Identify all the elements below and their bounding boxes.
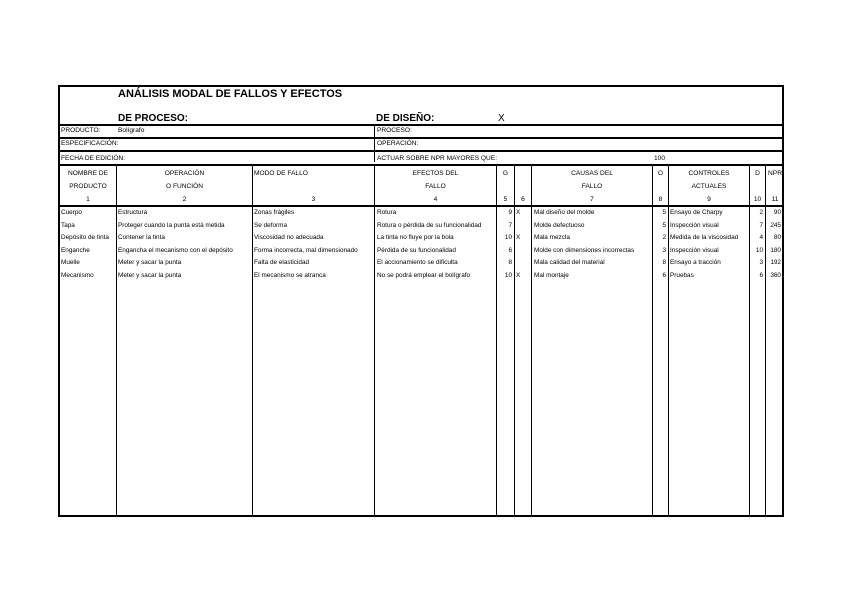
cell-modo: Zonas frágiles xyxy=(254,209,295,216)
cell-modo: Forma incorrecta, mal dimensionado xyxy=(254,246,358,254)
col5-header: G xyxy=(502,170,509,177)
col6-number: 6 xyxy=(521,196,525,203)
cell-o: 2 xyxy=(662,234,666,242)
cell-g: 10 xyxy=(504,234,512,242)
cell-operacion: Proteger cuando la punta está metida xyxy=(118,221,225,229)
col4-header-l1: EFECTOS DEL xyxy=(412,170,459,177)
cell-npr: 80 xyxy=(773,234,781,242)
amfe-form xyxy=(58,85,784,517)
cell-controles: Medida de la viscosidad xyxy=(670,234,739,242)
cell-x: X xyxy=(516,272,521,279)
design-label: DE DISEÑO: xyxy=(376,113,435,124)
col-divider xyxy=(668,164,669,515)
cell-x: X xyxy=(516,234,521,242)
process-label: DE PROCESO: xyxy=(118,113,189,124)
cell-producto: Depósito de tinta xyxy=(61,234,109,242)
cell-operacion: Contener la tinta xyxy=(118,234,165,242)
col1-header-l2: PRODUCTO xyxy=(69,183,107,190)
form-title: ANÁLISIS MODAL DE FALLOS Y EFECTOS xyxy=(118,88,343,100)
divider xyxy=(60,137,782,139)
divider xyxy=(60,124,782,126)
col8-number: 8 xyxy=(658,196,663,203)
cell-g: 9 xyxy=(508,209,512,216)
col-divider xyxy=(116,164,117,515)
cell-producto: Muelle xyxy=(61,259,80,267)
col9-header-l2: ACTUALES xyxy=(691,183,727,190)
cell-d: 7 xyxy=(759,221,763,229)
cell-g: 7 xyxy=(508,221,512,229)
col5-number: 5 xyxy=(503,196,508,203)
col9-number: 9 xyxy=(707,196,711,203)
cell-modo: El mecanismo se atranca xyxy=(254,272,326,279)
operacion-label: OPERACIÓN: xyxy=(377,140,419,147)
col2-header-l2: O FUNCIÓN xyxy=(166,183,203,190)
design-mark: X xyxy=(498,113,505,124)
cell-modo: Falta de elasticidad xyxy=(254,259,310,267)
divider xyxy=(374,124,375,162)
fecha-label: FECHA DE EDICIÓN: xyxy=(61,155,126,162)
col11-header: NPR xyxy=(768,170,782,177)
especificacion-label: ESPECIFICACIÓN: xyxy=(61,140,119,147)
cell-modo: Viscosidad no adecuada xyxy=(254,234,324,242)
col4-number: 4 xyxy=(433,196,438,203)
producto-label: PRODUCTO: xyxy=(61,127,101,134)
divider xyxy=(60,150,782,152)
cell-x: X xyxy=(516,209,521,216)
cell-modo: Se deforma xyxy=(254,221,288,229)
cell-npr: 192 xyxy=(770,259,781,267)
cell-d: 2 xyxy=(759,209,763,216)
cell-o: 8 xyxy=(662,259,666,267)
cell-g: 10 xyxy=(504,272,512,279)
cell-producto: Enganche xyxy=(61,246,90,254)
col2-number: 2 xyxy=(182,196,187,203)
col-divider xyxy=(374,164,375,515)
cell-efectos: El accionamiento se dificulta xyxy=(377,259,458,267)
cell-d: 6 xyxy=(759,272,763,279)
col10-header: D xyxy=(755,170,760,177)
cell-efectos: Rotura xyxy=(377,209,397,216)
cell-efectos: Rotura o pérdida de su funcionalidad xyxy=(377,221,482,229)
cell-operacion: Meter y sacar la punta xyxy=(118,272,182,279)
cell-producto: Mecanismo xyxy=(61,272,94,279)
cell-d: 4 xyxy=(759,234,763,242)
cell-causas: Molde defectuoso xyxy=(534,221,585,229)
cell-g: 8 xyxy=(508,259,512,267)
col7-header-l2: FALLO xyxy=(581,183,603,190)
cell-operacion: Engancha el mecanismo con el depósito xyxy=(118,246,233,254)
col-divider xyxy=(252,164,253,515)
cell-causas: Mal diseño del molde xyxy=(534,209,595,216)
cell-efectos: La tinta no fluye por la bola xyxy=(377,234,454,242)
col7-header-l1: CAUSAS DEL xyxy=(571,170,613,177)
cell-controles: Inspección visual xyxy=(670,221,719,229)
col1-number: 1 xyxy=(86,196,90,203)
cell-causas: Molde con dimensiones incorrectas xyxy=(534,246,635,254)
col7-number: 7 xyxy=(590,196,594,203)
col11-number: 11 xyxy=(771,196,779,203)
proceso-label: PROCESO: xyxy=(377,127,412,134)
col3-number: 3 xyxy=(311,196,316,203)
col3-header: MODO DE FALLO xyxy=(254,170,308,177)
col1-header-l1: NOMBRE DE xyxy=(68,170,108,177)
cell-npr: 90 xyxy=(773,209,781,216)
cell-d: 10 xyxy=(755,246,763,254)
col9-header-l1: CONTROLES xyxy=(688,170,730,177)
col-divider xyxy=(514,164,515,515)
col10-number: 10 xyxy=(753,196,762,203)
cell-npr: 360 xyxy=(770,272,781,279)
cell-controles: Ensayo de Charpy xyxy=(670,209,723,216)
cell-o: 6 xyxy=(662,272,666,279)
col2-header-l1: OPERACIÓN xyxy=(164,170,205,177)
cell-controles: Inspección visual xyxy=(670,246,719,254)
cell-controles: Pruebas xyxy=(670,272,694,279)
divider xyxy=(60,164,782,166)
cell-operacion: Estructura xyxy=(118,209,148,216)
actuar-value: 100 xyxy=(654,155,666,162)
cell-causas: Mala calidad del material xyxy=(534,259,605,267)
cell-efectos: Pérdida de su funcionalidad xyxy=(377,246,456,254)
cell-o: 5 xyxy=(662,221,666,229)
col8-header: O xyxy=(657,170,664,177)
cell-producto: Tapa xyxy=(61,221,75,229)
cell-producto: Cuerpo xyxy=(61,209,82,216)
cell-npr: 245 xyxy=(770,221,781,229)
cell-causas: Mal montaje xyxy=(534,272,569,279)
cell-d: 3 xyxy=(759,259,763,267)
cell-g: 6 xyxy=(508,246,512,254)
cell-o: 5 xyxy=(662,209,666,216)
actuar-label: ACTUAR SOBRE NPR MAYORES QUE: xyxy=(377,155,498,162)
cell-controles: Ensayo a tracción xyxy=(670,259,721,267)
cell-o: 3 xyxy=(662,246,666,254)
producto-value: Bolígrafo xyxy=(118,127,145,134)
cell-operacion: Meter y sacar la punta xyxy=(118,259,182,267)
divider xyxy=(60,205,782,207)
cell-causas: Mala mezcla xyxy=(534,234,570,242)
cell-efectos: No se podrá emplear el bolígrafo xyxy=(377,272,471,279)
cell-npr: 180 xyxy=(770,246,781,254)
col-divider xyxy=(531,164,532,515)
col4-header-l2: FALLO xyxy=(425,183,446,190)
